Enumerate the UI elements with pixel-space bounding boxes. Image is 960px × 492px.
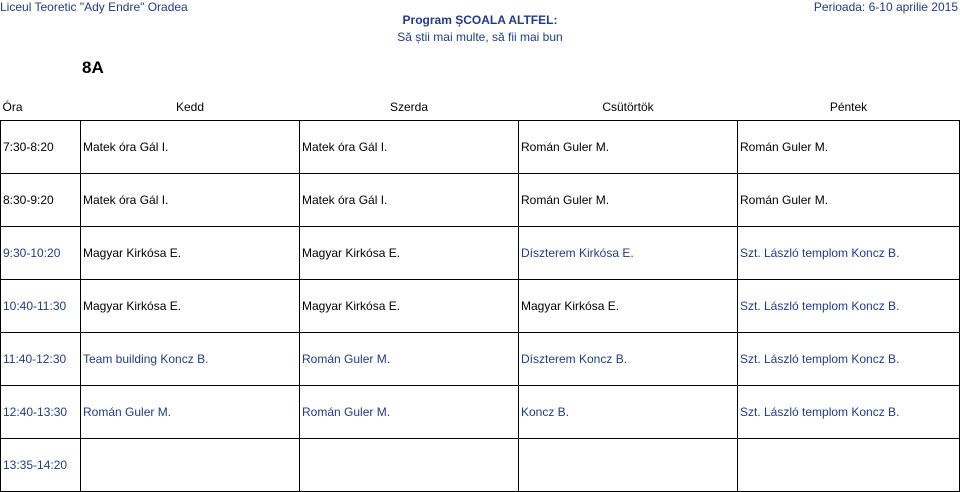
table-cell: Magyar Kirkósa E. (81, 227, 300, 280)
table-cell: Román Guler M. (300, 333, 519, 386)
table-cell: Szt. László templom Koncz B. (738, 280, 960, 333)
table-cell (519, 439, 738, 492)
time-slot: 12:40-13:30 (1, 386, 81, 439)
table-cell: Koncz B. (519, 386, 738, 439)
table-cell: Román Guler M. (738, 174, 960, 227)
time-slot: 11:40-12:30 (1, 333, 81, 386)
class-title: 8A (82, 58, 104, 77)
table-cell: Matek óra Gál I. (300, 121, 519, 174)
table-cell: Román Guler M. (81, 386, 300, 439)
table-cell: Szt. László templom Koncz B. (738, 333, 960, 386)
column-header-wednesday: Szerda (300, 94, 519, 121)
table-row (1, 174, 960, 227)
table-cell (300, 439, 519, 492)
table-cell: Szt. László templom Koncz B. (738, 227, 960, 280)
table-row (1, 439, 960, 492)
table-cell: Magyar Kirkósa E. (300, 280, 519, 333)
schedule-table (0, 94, 960, 492)
table-cell: Román Guler M. (738, 121, 960, 174)
school-name: Liceul Teoretic "Ady Endre" Oradea (0, 0, 188, 14)
table-row (1, 227, 960, 280)
column-header-tuesday: Kedd (81, 94, 300, 121)
column-header-hour: Óra (1, 94, 81, 121)
time-slot: 10:40-11:30 (1, 280, 81, 333)
table-cell (81, 439, 300, 492)
table-cell: Matek óra Gál I. (81, 121, 300, 174)
table-cell: Team building Koncz B. (81, 333, 300, 386)
table-cell: Román Guler M. (300, 386, 519, 439)
table-cell (738, 439, 960, 492)
table-cell: Román Guler M. (519, 174, 738, 227)
table-row (1, 280, 960, 333)
table-cell: Magyar Kirkósa E. (519, 280, 738, 333)
table-row (1, 121, 960, 174)
table-row (1, 386, 960, 439)
time-slot: 9:30-10:20 (1, 227, 81, 280)
table-cell: Díszterem Koncz B. (519, 333, 738, 386)
program-motto: Să știi mai multe, să fii mai bun (397, 30, 563, 44)
table-cell: Román Guler M. (519, 121, 738, 174)
column-header-friday: Péntek (738, 94, 960, 121)
table-cell: Matek óra Gál I. (300, 174, 519, 227)
period-label: Perioada: 6-10 aprilie 2015 (813, 0, 958, 14)
time-slot: 13:35-14:20 (1, 439, 81, 492)
table-cell: Magyar Kirkósa E. (300, 227, 519, 280)
table-cell: Díszterem Kirkósa E. (519, 227, 738, 280)
table-row (1, 333, 960, 386)
program-title: Program ȘCOALA ALTFEL: (402, 13, 558, 27)
time-slot: 7:30-8:20 (1, 121, 81, 174)
program-header (0, 0, 960, 44)
table-cell: Szt. László templom Koncz B. (738, 386, 960, 439)
table-cell: Magyar Kirkósa E. (81, 280, 300, 333)
time-slot: 8:30-9:20 (1, 174, 81, 227)
table-cell: Matek óra Gál I. (81, 174, 300, 227)
table-header-row (1, 94, 960, 121)
column-header-thursday: Csütörtök (519, 94, 738, 121)
